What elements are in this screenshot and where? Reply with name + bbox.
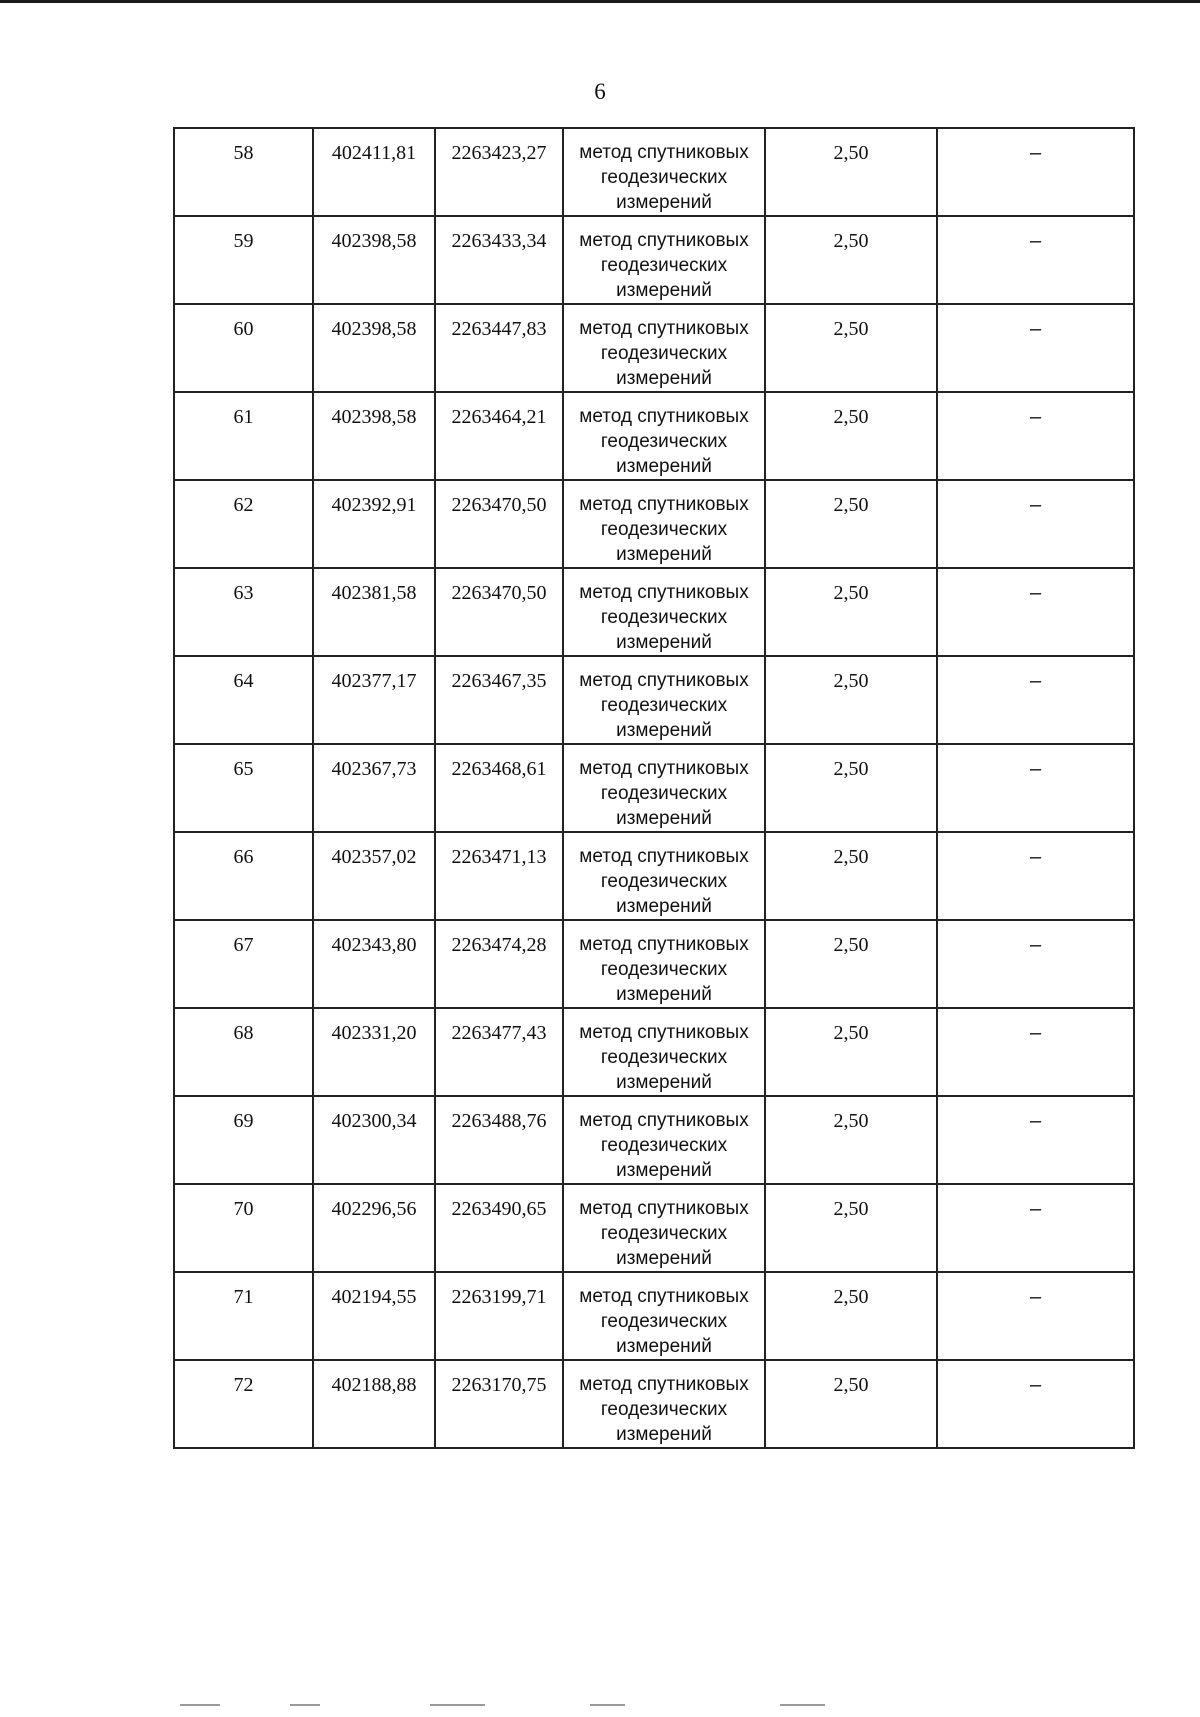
table-row [174,216,1134,304]
x-coordinate-cell: 402367,73 [313,744,435,832]
method-cell: метод спутниковых геодезических измерений [563,392,765,480]
scan-edge [0,0,1200,3]
accuracy-cell: 2,50 [765,1184,937,1272]
point-number-cell: 72 [174,1360,313,1448]
point-number-cell: 67 [174,920,313,1008]
y-coordinate-cell: 2263433,34 [435,216,563,304]
y-coordinate-cell: 2263477,43 [435,1008,563,1096]
point-number-cell: 68 [174,1008,313,1096]
y-coordinate-cell: 2263490,65 [435,1184,563,1272]
point-number-cell: 70 [174,1184,313,1272]
note-cell: – [937,1272,1134,1360]
y-coordinate-cell: 2263470,50 [435,568,563,656]
accuracy-cell: 2,50 [765,480,937,568]
note-cell: – [937,480,1134,568]
x-coordinate-cell: 402296,56 [313,1184,435,1272]
x-coordinate-cell: 402194,55 [313,1272,435,1360]
accuracy-cell: 2,50 [765,1096,937,1184]
x-coordinate-cell: 402343,80 [313,920,435,1008]
note-cell: – [937,1360,1134,1448]
y-coordinate-cell: 2263468,61 [435,744,563,832]
table-row [174,744,1134,832]
scan-artifact [170,1704,1130,1710]
point-number-cell: 58 [174,128,313,216]
method-cell: метод спутниковых геодезических измерений [563,1096,765,1184]
x-coordinate-cell: 402398,58 [313,392,435,480]
method-cell: метод спутниковых геодезических измерений [563,480,765,568]
x-coordinate-cell: 402398,58 [313,304,435,392]
table-row [174,1184,1134,1272]
y-coordinate-cell: 2263199,71 [435,1272,563,1360]
table-row [174,568,1134,656]
table-row [174,480,1134,568]
method-cell: метод спутниковых геодезических измерений [563,656,765,744]
table-row [174,304,1134,392]
accuracy-cell: 2,50 [765,744,937,832]
method-cell: метод спутниковых геодезических измерений [563,1184,765,1272]
coordinates-table [173,127,1135,1449]
method-cell: метод спутниковых геодезических измерений [563,568,765,656]
table-row [174,1008,1134,1096]
x-coordinate-cell: 402398,58 [313,216,435,304]
point-number-cell: 59 [174,216,313,304]
y-coordinate-cell: 2263474,28 [435,920,563,1008]
table-row [174,832,1134,920]
accuracy-cell: 2,50 [765,568,937,656]
note-cell: – [937,1184,1134,1272]
y-coordinate-cell: 2263464,21 [435,392,563,480]
x-coordinate-cell: 402411,81 [313,128,435,216]
note-cell: – [937,568,1134,656]
point-number-cell: 66 [174,832,313,920]
y-coordinate-cell: 2263467,35 [435,656,563,744]
note-cell: – [937,1096,1134,1184]
accuracy-cell: 2,50 [765,1008,937,1096]
accuracy-cell: 2,50 [765,392,937,480]
point-number-cell: 64 [174,656,313,744]
note-cell: – [937,216,1134,304]
table-row [174,1360,1134,1448]
point-number-cell: 60 [174,304,313,392]
method-cell: метод спутниковых геодезических измерений [563,1360,765,1448]
point-number-cell: 65 [174,744,313,832]
note-cell: – [937,920,1134,1008]
page-number: 6 [594,79,606,104]
table-row [174,128,1134,216]
note-cell: – [937,744,1134,832]
table-row [174,656,1134,744]
note-cell: – [937,656,1134,744]
note-cell: – [937,832,1134,920]
method-cell: метод спутниковых геодезических измерений [563,304,765,392]
y-coordinate-cell: 2263471,13 [435,832,563,920]
method-cell: метод спутниковых геодезических измерений [563,832,765,920]
accuracy-cell: 2,50 [765,304,937,392]
accuracy-cell: 2,50 [765,920,937,1008]
accuracy-cell: 2,50 [765,656,937,744]
note-cell: – [937,392,1134,480]
accuracy-cell: 2,50 [765,832,937,920]
note-cell: – [937,128,1134,216]
y-coordinate-cell: 2263447,83 [435,304,563,392]
method-cell: метод спутниковых геодезических измерений [563,1008,765,1096]
x-coordinate-cell: 402300,34 [313,1096,435,1184]
accuracy-cell: 2,50 [765,1360,937,1448]
point-number-cell: 61 [174,392,313,480]
note-cell: – [937,304,1134,392]
method-cell: метод спутниковых геодезических измерений [563,920,765,1008]
x-coordinate-cell: 402392,91 [313,480,435,568]
table-row [174,392,1134,480]
method-cell: метод спутниковых геодезических измерений [563,216,765,304]
y-coordinate-cell: 2263170,75 [435,1360,563,1448]
point-number-cell: 62 [174,480,313,568]
method-cell: метод спутниковых геодезических измерений [563,744,765,832]
accuracy-cell: 2,50 [765,1272,937,1360]
y-coordinate-cell: 2263470,50 [435,480,563,568]
y-coordinate-cell: 2263488,76 [435,1096,563,1184]
table-row [174,920,1134,1008]
point-number-cell: 71 [174,1272,313,1360]
x-coordinate-cell: 402381,58 [313,568,435,656]
accuracy-cell: 2,50 [765,216,937,304]
method-cell: метод спутниковых геодезических измерений [563,128,765,216]
accuracy-cell: 2,50 [765,128,937,216]
method-cell: метод спутниковых геодезических измерений [563,1272,765,1360]
x-coordinate-cell: 402357,02 [313,832,435,920]
table-row [174,1272,1134,1360]
x-coordinate-cell: 402188,88 [313,1360,435,1448]
x-coordinate-cell: 402331,20 [313,1008,435,1096]
point-number-cell: 69 [174,1096,313,1184]
y-coordinate-cell: 2263423,27 [435,128,563,216]
coordinates-table-body [174,128,1134,1448]
table-row [174,1096,1134,1184]
x-coordinate-cell: 402377,17 [313,656,435,744]
note-cell: – [937,1008,1134,1096]
point-number-cell: 63 [174,568,313,656]
